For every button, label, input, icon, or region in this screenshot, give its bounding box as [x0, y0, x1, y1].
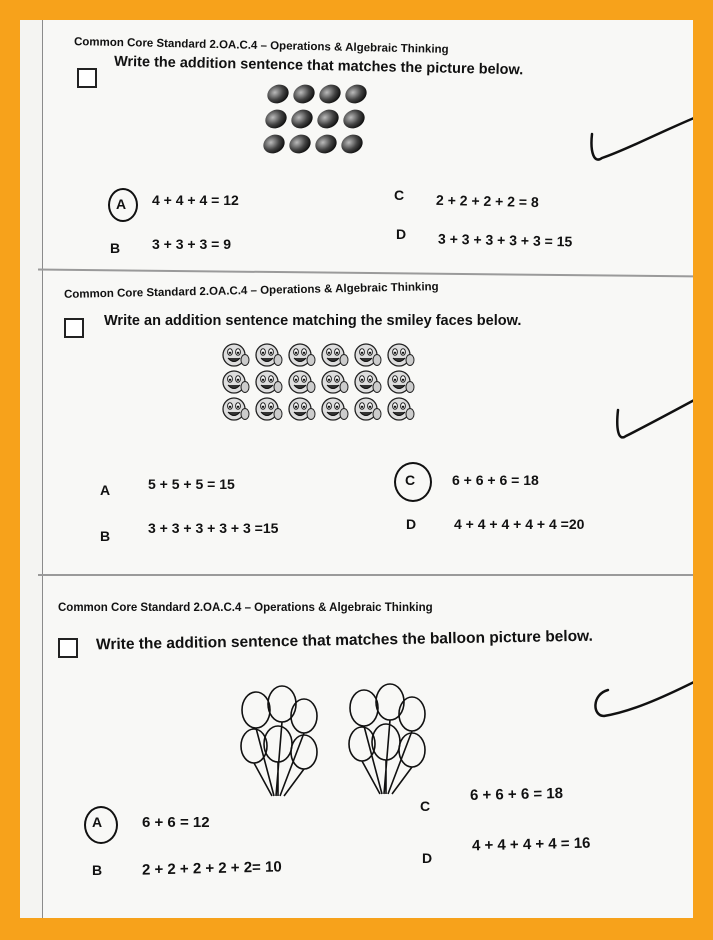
smiley-face-icon	[256, 398, 282, 420]
option-c-text[interactable]: 6 + 6 + 6 = 18	[452, 472, 539, 488]
oval-icon	[264, 81, 292, 107]
oval-icon	[342, 81, 370, 107]
smiley-face-icon	[289, 344, 315, 366]
question-text: Write an addition sentence matching the smiley faces below.	[104, 313, 522, 329]
oval-cluster-icon	[264, 82, 374, 160]
option-letter-c: C	[394, 187, 405, 203]
checkbox-icon[interactable]	[77, 68, 97, 88]
oval-icon	[340, 106, 368, 132]
option-letter-b: B	[92, 862, 103, 878]
option-letter-a: A	[100, 482, 111, 498]
option-letter-c: C	[405, 472, 416, 488]
smiley-face-icon	[289, 398, 315, 420]
option-letter-a: A	[92, 814, 103, 830]
option-a-text[interactable]: 5 + 5 + 5 = 15	[148, 476, 235, 492]
smiley-face-icon	[322, 344, 348, 366]
option-letter-a: A	[116, 196, 127, 212]
smiley-face-icon	[388, 344, 414, 366]
option-letter-b: B	[110, 240, 121, 256]
smiley-face-icon	[355, 398, 381, 420]
balloon-bunch-icon	[342, 686, 432, 798]
smiley-face-icon	[223, 371, 249, 393]
checkbox-icon[interactable]	[58, 638, 78, 658]
option-a-text[interactable]: 6 + 6 = 12	[142, 814, 210, 831]
worksheet-photo	[20, 20, 693, 918]
oval-icon	[312, 131, 340, 157]
check-mark-icon	[586, 112, 693, 172]
oval-icon	[260, 131, 288, 157]
option-d-text[interactable]: 4 + 4 + 4 + 4 = 16	[471, 834, 591, 855]
smiley-face-icon	[223, 398, 249, 420]
smiley-face-icon	[388, 371, 414, 393]
option-c-text[interactable]: 6 + 6 + 6 = 18	[469, 784, 564, 805]
oval-icon	[314, 106, 342, 132]
option-a-text[interactable]: 4 + 4 + 4 = 12	[152, 192, 239, 208]
smiley-face-icon	[355, 371, 381, 393]
oval-icon	[262, 106, 290, 132]
oval-icon	[288, 106, 316, 132]
option-c-text[interactable]: 2 + 2 + 2 + 2 = 8	[435, 191, 539, 211]
smiley-face-icon	[289, 371, 315, 393]
smiley-face-icon	[388, 398, 414, 420]
oval-icon	[338, 131, 366, 157]
check-mark-icon	[590, 672, 693, 732]
option-b-text[interactable]: 3 + 3 + 3 + 3 + 3 =15	[148, 520, 279, 536]
section-divider	[38, 574, 693, 576]
option-letter-b: B	[100, 528, 111, 544]
smiley-face-grid	[220, 342, 424, 424]
option-b-text[interactable]: 3 + 3 + 3 = 9	[152, 236, 232, 252]
option-letter-d: D	[396, 226, 407, 242]
smiley-face-icon	[322, 398, 348, 420]
option-b-text[interactable]: 2 + 2 + 2 + 2 + 2= 10	[141, 858, 282, 879]
standard-label: Common Core Standard 2.OA.C.4 – Operations & Algebraic Thinking	[73, 36, 449, 56]
checkbox-icon[interactable]	[64, 318, 84, 338]
question-text: Write the addition sentence that matches the balloon picture below.	[95, 627, 594, 654]
question-text: Write the addition sentence that matches the picture below.	[113, 53, 524, 79]
option-d-text[interactable]: 4 + 4 + 4 + 4 + 4 =20	[454, 516, 585, 532]
smiley-face-icon	[355, 344, 381, 366]
option-letter-c: C	[420, 798, 431, 814]
standard-label: Common Core Standard 2.OA.C.4 – Operations & Algebraic Thinking	[58, 602, 433, 614]
option-letter-d: D	[422, 850, 433, 866]
check-mark-icon	[612, 390, 693, 450]
oval-icon	[286, 131, 314, 157]
smiley-face-icon	[256, 344, 282, 366]
standard-label: Common Core Standard 2.OA.C.4 – Operations & Algebraic Thinking	[63, 281, 439, 301]
smiley-face-icon	[256, 371, 282, 393]
smiley-face-icon	[223, 344, 249, 366]
oval-icon	[316, 81, 344, 107]
smiley-face-icon	[322, 371, 348, 393]
balloon-bunch-icon	[234, 688, 324, 800]
oval-icon	[290, 81, 318, 107]
option-letter-d: D	[406, 516, 417, 532]
option-d-text[interactable]: 3 + 3 + 3 + 3 + 3 = 15	[437, 230, 573, 250]
